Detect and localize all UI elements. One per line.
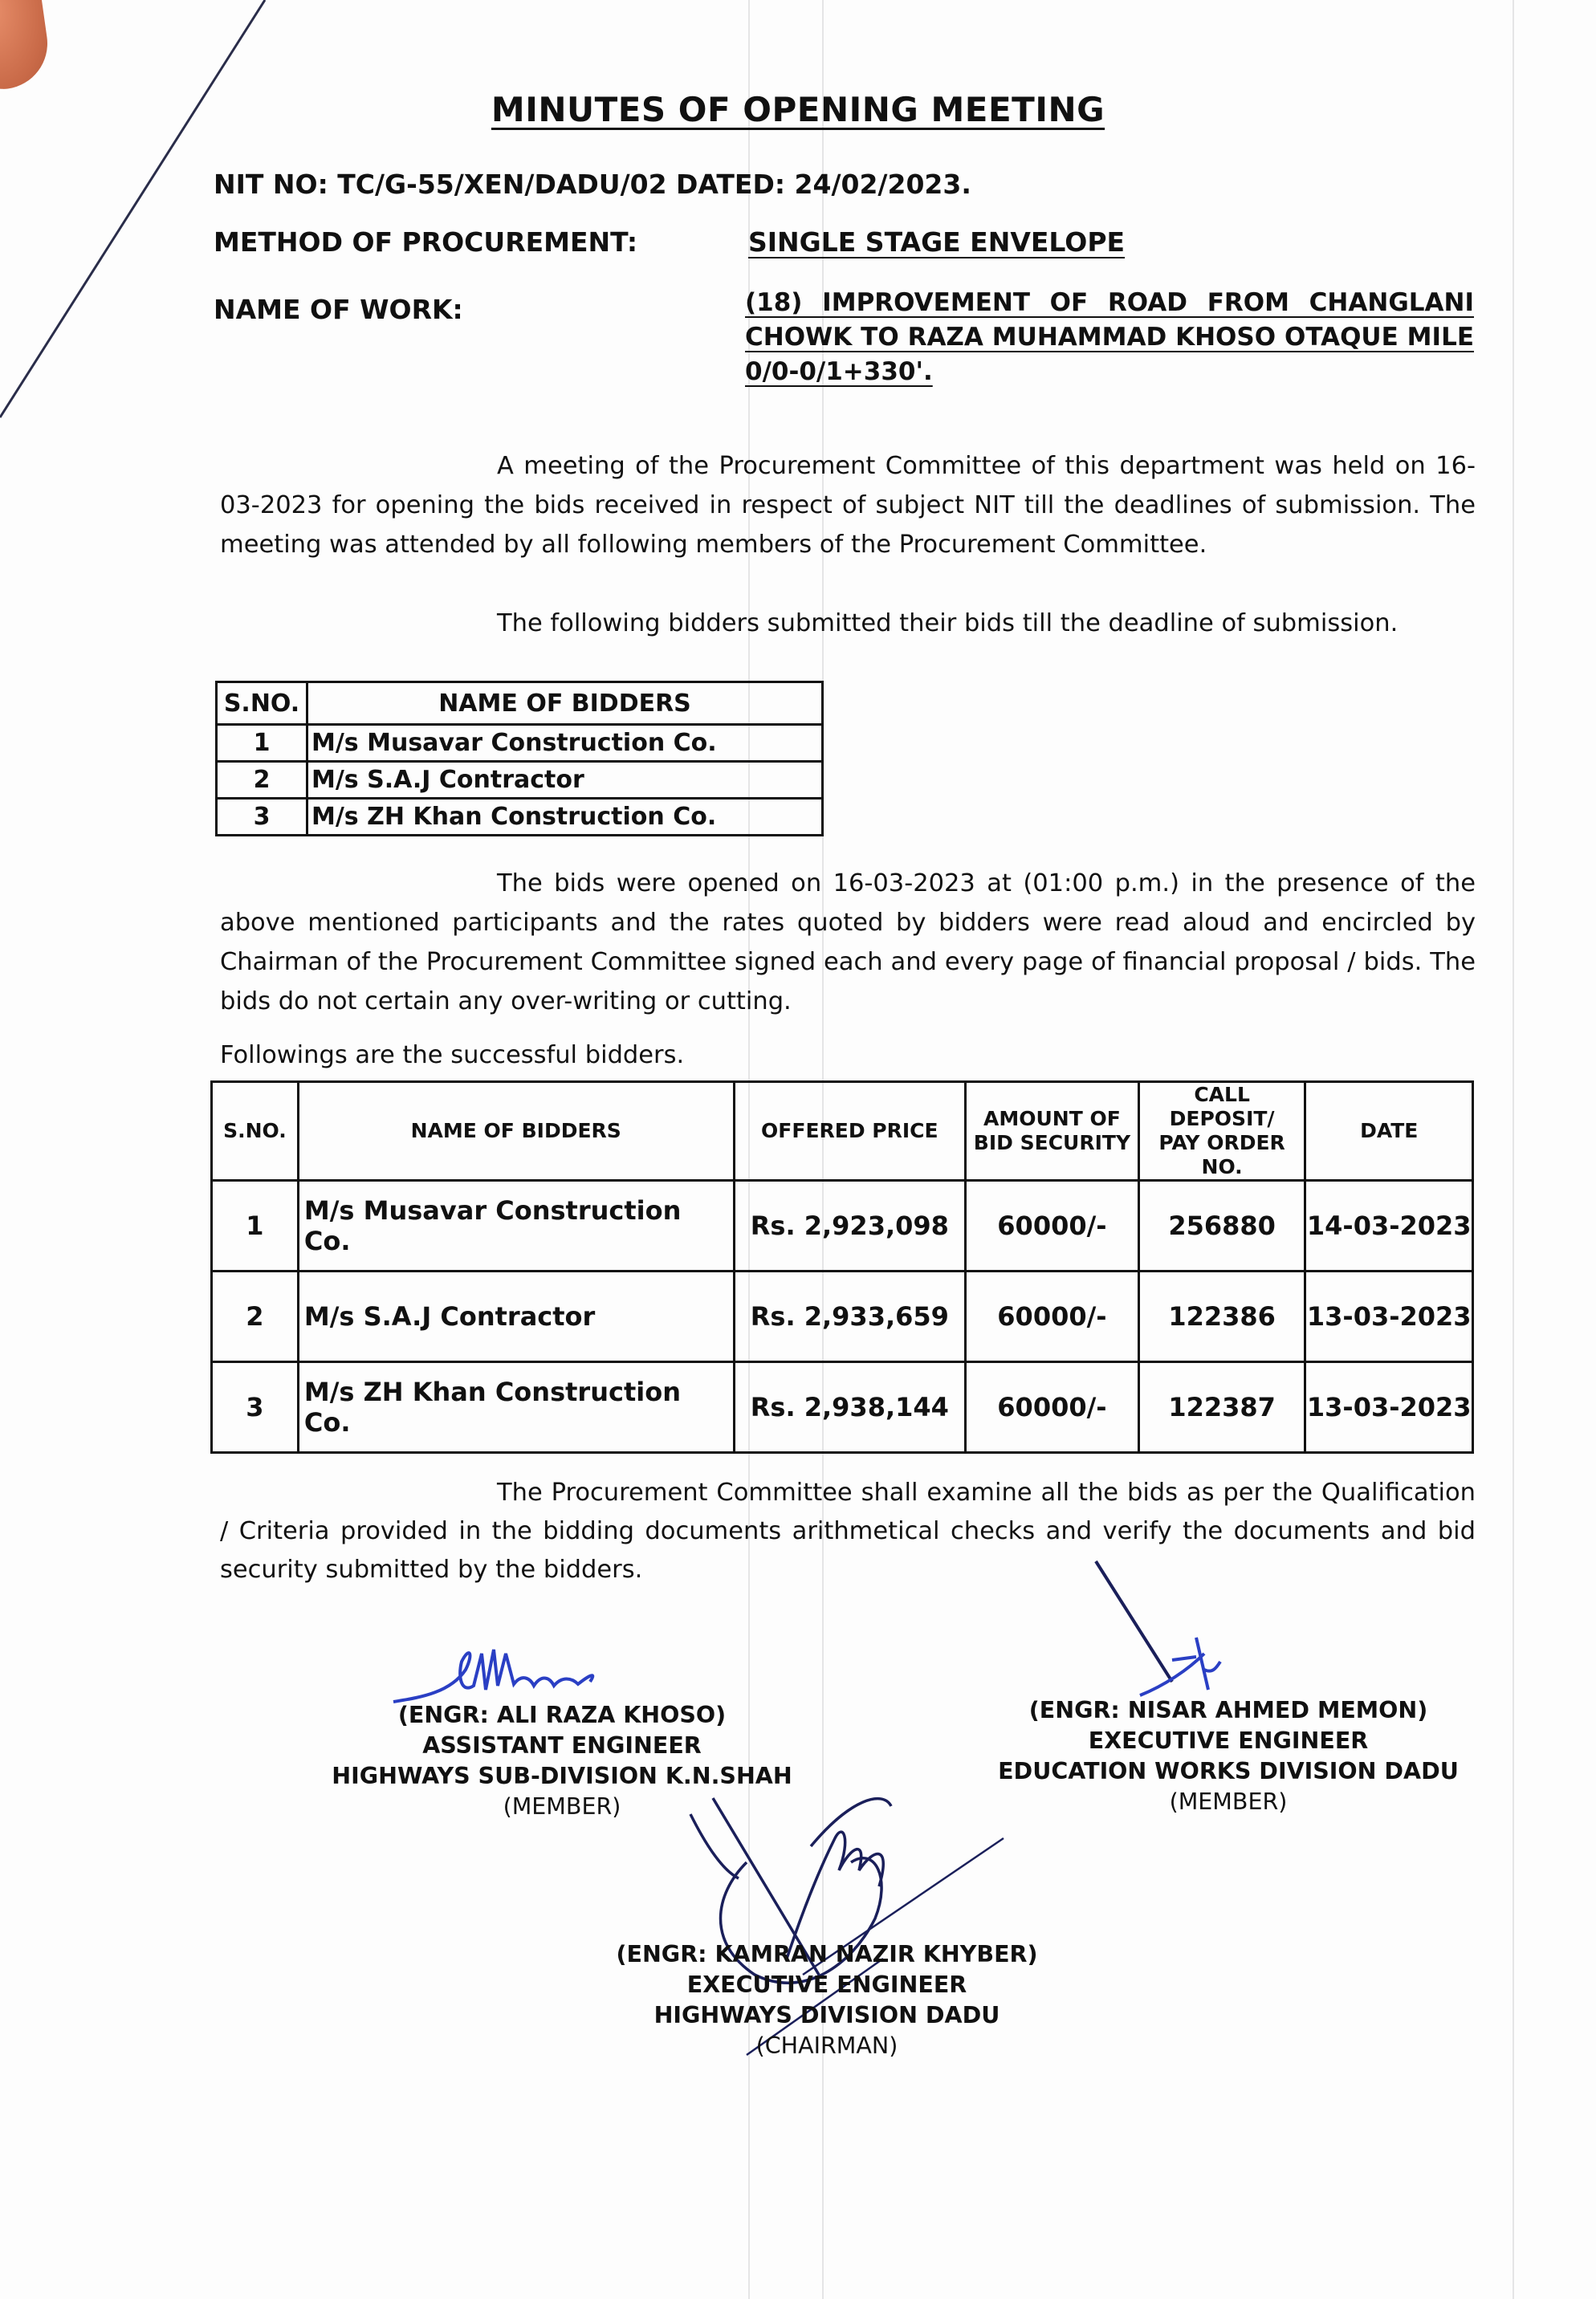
signatory-role: (MEMBER) [1169,1788,1288,1815]
cell-sno: 3 [212,1362,299,1453]
signatory-right [963,1695,1493,1817]
table-row [217,762,823,799]
header-bid-security-line1: AMOUNT OF [983,1107,1121,1130]
paragraph-meeting: A meeting of the Procurement Committee of this department was held on 16-03-2023 for opening the bids received in respect of subject NIT till the deadlines of submission. The meeting was attended by all following members of the Procurement Committee. [220,452,1476,559]
signatory-office: EDUCATION WORKS DIVISION DADU [998,1758,1459,1784]
signatory-office: HIGHWAYS DIVISION DADU [653,2002,1000,2028]
cell-sno: 2 [212,1272,299,1362]
signatory-role: (MEMBER) [503,1793,621,1820]
cell-name: M/s ZH Khan Construction Co. [307,799,823,836]
paragraph-successful-intro: Followings are the successful bidders. [220,1041,685,1069]
method-value: SINGLE STAGE ENVELOPE [748,226,1126,258]
cell-deposit: 256880 [1138,1181,1305,1272]
cell-name: M/s Musavar Construction Co. [307,725,823,762]
nit-line: NIT NO: TC/G-55/XEN/DADU/02 DATED: 24/02/2023. [214,169,971,200]
cell-sno: 3 [217,799,307,836]
results-table [210,1080,1474,1454]
header-deposit-line2: PAY ORDER NO. [1158,1131,1285,1178]
table-row [212,1362,1473,1453]
signatory-title: EXECUTIVE ENGINEER [1088,1727,1369,1754]
cell-sno: 2 [217,762,307,799]
signatory-title: EXECUTIVE ENGINEER [686,1971,967,1998]
cell-date: 13-03-2023 [1305,1362,1473,1453]
cell-name: M/s Musavar Construction Co. [298,1181,734,1272]
cell-deposit: 122387 [1138,1362,1305,1453]
paragraph-bidders-intro: The following bidders submitted their bids till the deadline of submission. [497,609,1399,637]
cell-security: 60000/- [966,1362,1139,1453]
cell-price: Rs. 2,923,098 [734,1181,966,1272]
cell-security: 60000/- [966,1272,1139,1362]
table-header-row [217,682,823,725]
header-name: NAME OF BIDDERS [298,1082,734,1181]
signatory-title: ASSISTANT ENGINEER [422,1732,702,1759]
signatory-left [305,1700,819,1822]
method-label: METHOD OF PROCUREMENT: [214,226,638,258]
header-sno: S.NO. [217,682,307,725]
signatory-name: (ENGR: ALI RAZA KHOSO) [397,1702,727,1728]
table-row [217,725,823,762]
header-bid-security-line2: BID SECURITY [973,1131,1131,1154]
header-price: OFFERED PRICE [734,1082,966,1181]
signatory-office: HIGHWAYS SUB-DIVISION K.N.SHAH [332,1763,792,1789]
paragraph-bids-opened: The bids were opened on 16-03-2023 at (01:00 p.m.) in the presence of the above mentioned participants and the rates quoted by bidders were read aloud and encircled by Chairman of the Procurement Committee signed each and every page of financial proposal / bids. The bids do not certain any over-writing or cutting. [220,869,1476,1015]
header-deposit [1138,1082,1305,1181]
pen-stroke-decoration [0,0,265,417]
signature-left-icon [393,1650,592,1702]
signatory-role: (CHAIRMAN) [755,2032,898,2059]
table-row [212,1272,1473,1362]
cell-name: M/s S.A.J Contractor [298,1272,734,1362]
cell-name: M/s ZH Khan Construction Co. [298,1362,734,1453]
cell-name: M/s S.A.J Contractor [307,762,823,799]
cell-price: Rs. 2,933,659 [734,1272,966,1362]
header-name: NAME OF BIDDERS [307,682,823,725]
header-date: DATE [1305,1082,1473,1181]
cell-deposit: 122386 [1138,1272,1305,1362]
table-row [217,799,823,836]
cell-date: 14-03-2023 [1305,1181,1473,1272]
page-title: MINUTES OF OPENING MEETING [491,90,1105,129]
signatory-chairman [586,1939,1068,2061]
header-sno: S.NO. [212,1082,299,1181]
cell-security: 60000/- [966,1181,1139,1272]
cell-date: 13-03-2023 [1305,1272,1473,1362]
work-label: NAME OF WORK: [214,294,463,325]
signatory-name: (ENGR: NISAR AHMED MEMON) [1028,1697,1428,1723]
header-deposit-line1: CALL DEPOSIT/ [1169,1083,1275,1130]
paragraph-examination: The Procurement Committee shall examine all the bids as per the Qualification / Criteria provided in the bidding documents arithmetical checks and verify the documents and bid security submitted by the bidders. [220,1479,1476,1584]
cell-sno: 1 [212,1181,299,1272]
cell-price: Rs. 2,938,144 [734,1362,966,1453]
table-header-row [212,1082,1473,1181]
table-row [212,1181,1473,1272]
cell-sno: 1 [217,725,307,762]
work-value: (18) IMPROVEMENT OF ROAD FROM CHANGLANI CHOWK TO RAZA MUHAMMAD KHOSO OTAQUE MILE 0/0-0/1+330'. [745,288,1474,386]
bidders-table [215,681,824,836]
signatory-name: (ENGR: KAMRAN NAZIR KHYBER) [616,1941,1038,1967]
header-bid-security [966,1082,1139,1181]
